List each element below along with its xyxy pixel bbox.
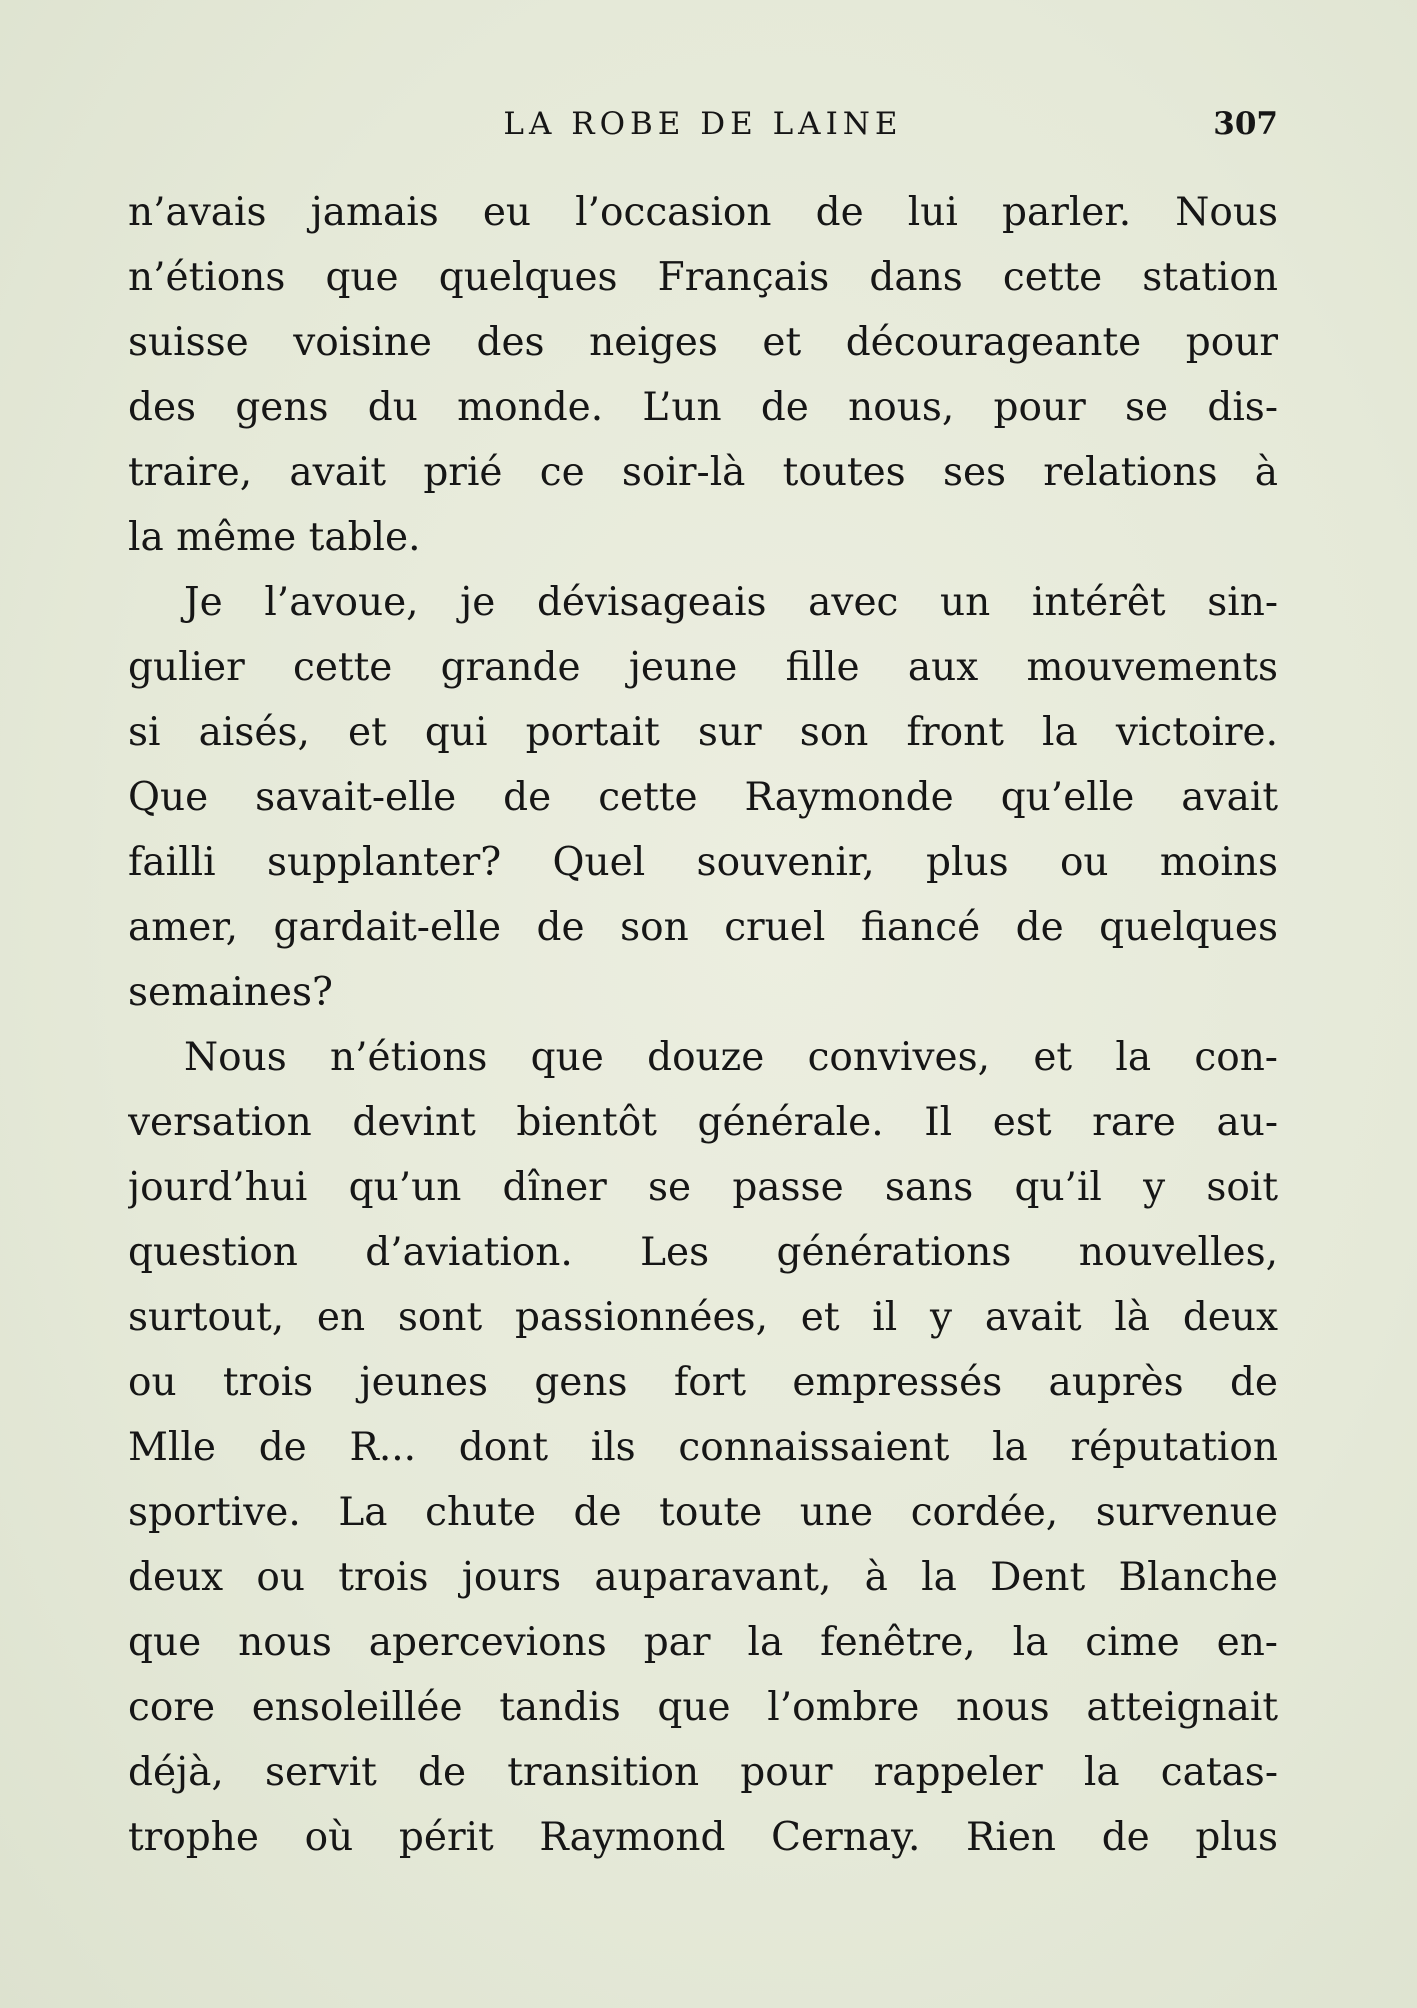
paragraph-start-line: Je l’avoue, je dévisageais avec un intérêt sin-: [184, 580, 1278, 625]
text-line: deux ou trois jours auparavant, à la Dent Blanche: [128, 1555, 1278, 1600]
body-text: [128, 180, 1278, 1870]
text-line: Que savait-elle de cette Raymonde qu’elle avait: [128, 775, 1278, 820]
text-line: sportive. La chute de toute une cordée, survenue: [128, 1490, 1278, 1535]
text-line: traire, avait prié ce soir-là toutes ses relations à: [128, 450, 1278, 495]
text-line: ou trois jeunes gens fort empressés auprès de: [128, 1360, 1278, 1405]
running-head: [128, 100, 1278, 148]
text-line: n’avais jamais eu l’occasion de lui parler. Nous: [128, 190, 1278, 235]
paragraph-end-line: la même table.: [128, 515, 421, 560]
text-line: déjà, servit de transition pour rappeler la catas-: [128, 1750, 1278, 1795]
text-line: question d’aviation. Les générations nouvelles,: [128, 1230, 1278, 1275]
paragraph-start-line: Nous n’étions que douze convives, et la con-: [184, 1035, 1278, 1080]
text-line: que nous apercevions par la fenêtre, la cime en-: [128, 1620, 1278, 1665]
text-line: core ensoleillée tandis que l’ombre nous atteignait: [128, 1685, 1278, 1730]
text-line: gulier cette grande jeune fille aux mouvements: [128, 645, 1278, 690]
text-line: jourd’hui qu’un dîner se passe sans qu’il y soit: [128, 1165, 1278, 1210]
text-line: suisse voisine des neiges et décourageante pour: [128, 320, 1278, 365]
text-line: des gens du monde. L’un de nous, pour se dis-: [128, 385, 1278, 430]
text-line: failli supplanter? Quel souvenir, plus ou moins: [128, 840, 1278, 885]
running-title: LA ROBE DE LAINE: [503, 106, 903, 142]
text-line: amer, gardait-elle de son cruel fiancé de quelques: [128, 905, 1278, 950]
text-line: Mlle de R... dont ils connaissaient la réputation: [128, 1425, 1278, 1470]
text-line: si aisés, et qui portait sur son front la victoire.: [128, 710, 1278, 755]
text-line: trophe où périt Raymond Cernay. Rien de plus: [128, 1815, 1278, 1860]
text-line: n’étions que quelques Français dans cette station: [128, 255, 1278, 300]
text-line: versation devint bientôt générale. Il est rare au-: [128, 1100, 1278, 1145]
text-line: surtout, en sont passionnées, et il y avait là deux: [128, 1295, 1278, 1340]
paragraph-end-line: semaines?: [128, 970, 333, 1015]
page-number: 307: [1213, 106, 1278, 142]
